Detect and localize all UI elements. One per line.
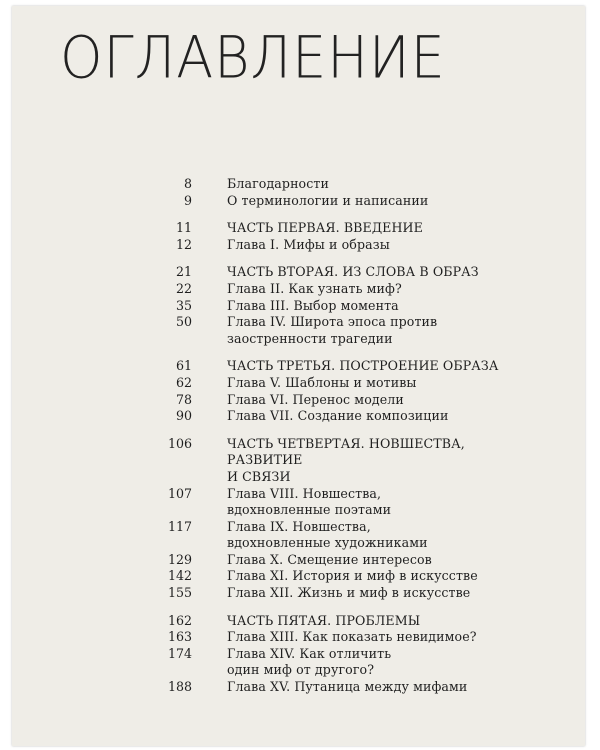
toc-entry-line: Глава VII. Создание композиции xyxy=(227,408,449,424)
toc-page-number: 78 xyxy=(175,391,192,407)
toc-entry-line: Глава IX. Новшества, xyxy=(227,518,371,534)
toc-entry-title xyxy=(227,552,527,569)
toc-entry-title xyxy=(227,613,527,630)
toc-page-number: 162 xyxy=(167,612,192,628)
toc-section xyxy=(12,613,585,696)
toc-entry-title xyxy=(227,264,527,281)
toc-page-number: 142 xyxy=(167,568,192,584)
toc-entry[interactable] xyxy=(12,392,585,409)
toc-page-number: 90 xyxy=(175,408,192,424)
toc-entry-line: Глава II. Как узнать миф? xyxy=(227,280,402,296)
toc-page-number: 107 xyxy=(167,485,192,501)
toc-entry-title xyxy=(227,519,527,552)
toc-page-number: 22 xyxy=(175,280,192,296)
toc-section xyxy=(12,176,585,209)
toc-page-number: 12 xyxy=(175,236,192,252)
toc-entry-line: ЧАСТЬ ПЕРВАЯ. ВВЕДЕНИЕ xyxy=(227,220,423,236)
toc-entry[interactable] xyxy=(12,314,585,347)
toc-entry-title xyxy=(227,568,527,585)
toc-entry-title xyxy=(227,679,527,696)
toc-entry-line: Глава XII. Жизнь и миф в искусстве xyxy=(227,585,471,601)
toc-entry-line: Глава VIII. Новшества, xyxy=(227,485,382,501)
toc-entry-line: вдохновленные поэтами xyxy=(227,502,392,518)
toc-entry-line: Глава VI. Перенос модели xyxy=(227,391,404,407)
toc-entry-title xyxy=(227,193,527,210)
toc-page-number: 117 xyxy=(167,518,192,534)
toc-entry[interactable] xyxy=(12,281,585,298)
toc-entry-line: Глава X. Смещение интересов xyxy=(227,551,432,567)
toc-entry-line: ЧАСТЬ ТРЕТЬЯ. ПОСТРОЕНИЕ ОБРАЗА xyxy=(227,358,499,374)
toc-entry-line: один миф от другого? xyxy=(227,662,375,678)
toc-entry-line: заостренности трагедии xyxy=(227,330,393,346)
toc-entry-line: Глава XI. История и миф в искусстве xyxy=(227,568,478,584)
toc-entry[interactable] xyxy=(12,629,585,646)
toc-entry-line: Глава III. Выбор момента xyxy=(227,297,399,313)
toc-entry[interactable] xyxy=(12,486,585,519)
toc-entry-line: ЧАСТЬ ЧЕТВЕРТАЯ. НОВШЕСТВА, РАЗВИТИЕ xyxy=(227,435,465,468)
toc-page-number: 21 xyxy=(175,264,192,280)
toc-section xyxy=(12,436,585,602)
toc-entry[interactable] xyxy=(12,436,585,486)
toc-entry-title xyxy=(227,408,527,425)
page-title: ОГЛАВЛЕНИЕ xyxy=(60,24,446,92)
toc-entry-title xyxy=(227,220,527,237)
toc-page-number: 188 xyxy=(167,679,192,695)
toc-entry[interactable] xyxy=(12,679,585,696)
toc-page-number: 62 xyxy=(175,374,192,390)
toc-page-number: 106 xyxy=(167,435,192,451)
toc-page-number: 35 xyxy=(175,297,192,313)
toc-entry-title xyxy=(227,298,527,315)
toc-entry[interactable] xyxy=(12,176,585,193)
toc-entry-title xyxy=(227,436,527,486)
toc-entry-line: ЧАСТЬ ВТОРАЯ. ИЗ СЛОВА В ОБРАЗ xyxy=(227,264,479,280)
toc-entry[interactable] xyxy=(12,358,585,375)
toc-entry-line: О терминологии и написании xyxy=(227,192,429,208)
toc-page-number: 50 xyxy=(175,314,192,330)
toc-entry[interactable] xyxy=(12,237,585,254)
toc-entry-line: вдохновленные художниками xyxy=(227,535,428,551)
toc-entry-line: Глава I. Мифы и образы xyxy=(227,236,390,252)
toc-entry-line: Глава XIV. Как отличить xyxy=(227,645,392,661)
toc-entry[interactable] xyxy=(12,568,585,585)
toc-entry-line: Глава IV. Широта эпоса против xyxy=(227,314,438,330)
table-of-contents xyxy=(12,176,585,707)
toc-entry-line: Глава XIII. Как показать невидимое? xyxy=(227,629,477,645)
toc-entry[interactable] xyxy=(12,264,585,281)
toc-entry[interactable] xyxy=(12,408,585,425)
toc-page-number: 61 xyxy=(175,358,192,374)
toc-entry-title xyxy=(227,281,527,298)
toc-entry-title xyxy=(227,585,527,602)
toc-entry-title xyxy=(227,375,527,392)
toc-page-number: 8 xyxy=(183,176,192,191)
toc-entry-title xyxy=(227,358,527,375)
toc-entry[interactable] xyxy=(12,646,585,679)
toc-page-number: 11 xyxy=(175,220,192,236)
toc-section xyxy=(12,220,585,253)
toc-entry[interactable] xyxy=(12,375,585,392)
toc-entry-line: И СВЯЗИ xyxy=(227,468,291,484)
toc-section xyxy=(12,358,585,424)
toc-page-number: 155 xyxy=(167,585,192,601)
toc-entry-title xyxy=(227,392,527,409)
toc-entry[interactable] xyxy=(12,519,585,552)
toc-entry[interactable] xyxy=(12,613,585,630)
toc-page-number: 129 xyxy=(167,551,192,567)
toc-entry-line: Глава XV. Путаница между мифами xyxy=(227,679,468,695)
toc-entry-title xyxy=(227,176,527,193)
toc-page-number: 174 xyxy=(167,645,192,661)
toc-entry-title xyxy=(227,237,527,254)
toc-entry-title xyxy=(227,314,527,347)
toc-page-number: 9 xyxy=(183,192,192,208)
book-page xyxy=(12,6,585,746)
toc-entry-line: Глава V. Шаблоны и мотивы xyxy=(227,374,417,390)
toc-page-number: 163 xyxy=(167,629,192,645)
toc-section xyxy=(12,264,585,347)
toc-entry-title xyxy=(227,486,527,519)
toc-entry[interactable] xyxy=(12,552,585,569)
toc-entry-title xyxy=(227,646,527,679)
toc-entry[interactable] xyxy=(12,298,585,315)
toc-entry-line: ЧАСТЬ ПЯТАЯ. ПРОБЛЕМЫ xyxy=(227,612,421,628)
toc-entry[interactable] xyxy=(12,193,585,210)
toc-entry[interactable] xyxy=(12,585,585,602)
toc-entry[interactable] xyxy=(12,220,585,237)
toc-entry-line: Благодарности xyxy=(227,176,329,191)
toc-entry-title xyxy=(227,629,527,646)
